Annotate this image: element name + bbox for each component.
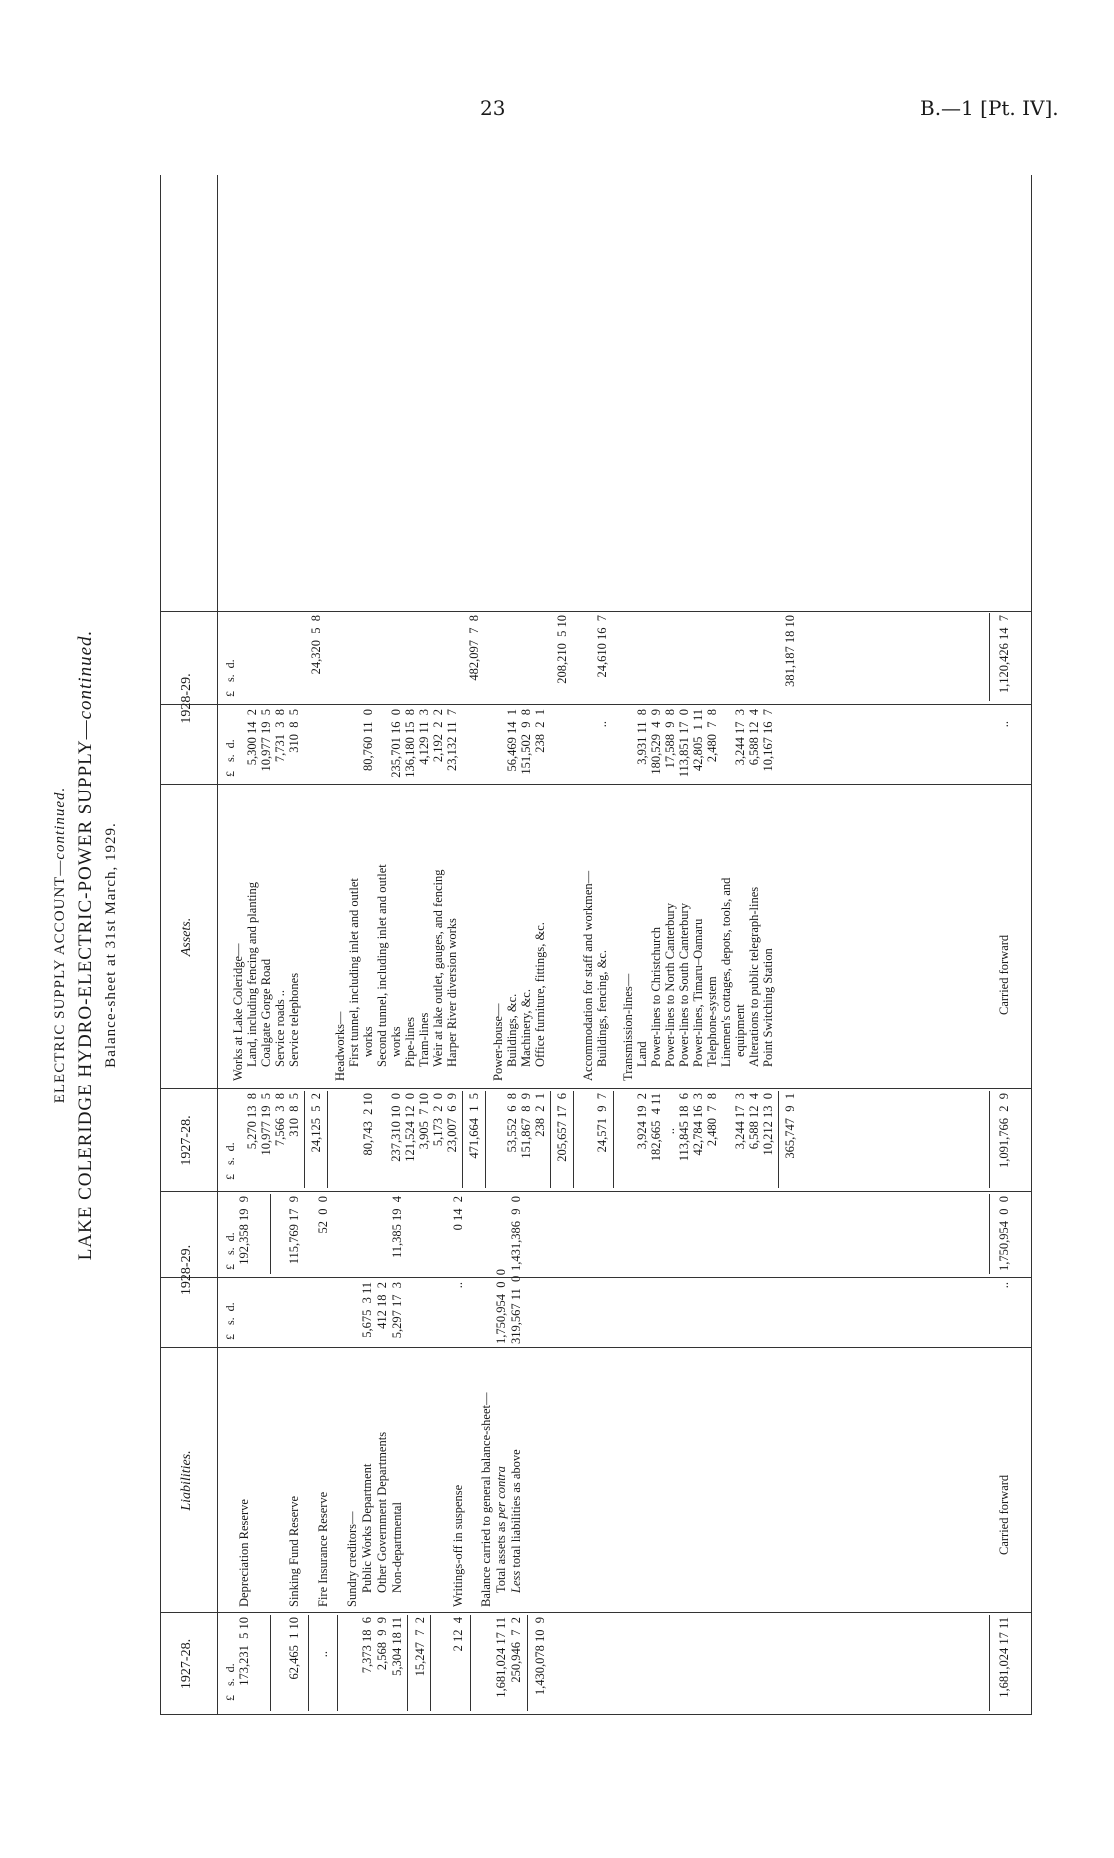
asset-label: works — [361, 1026, 375, 1057]
liab-inner-value: 412 18 2 — [375, 1282, 389, 1329]
liab-label: Public Works Department — [360, 1463, 374, 1593]
liab-prev-value: 1,681,024 17 11 — [494, 1617, 508, 1698]
unit-label: £ s. d. — [223, 1142, 237, 1180]
asset-prev-value: 5,173 2 0 — [431, 1093, 445, 1147]
asset-inner-value: 235,701 16 0 — [389, 709, 403, 778]
asset-inner-value: 3,931 11 8 — [635, 709, 649, 765]
liab-inner-value: 319,567 11 0 — [509, 1275, 523, 1344]
unit-label: £ s. d. — [223, 659, 237, 697]
asset-inner-value: 136,180 15 8 — [403, 709, 417, 778]
liab-prev-value: 62,465 1 10 — [287, 1617, 301, 1680]
asset-prev-value: 42,784 16 3 — [691, 1093, 705, 1156]
asset-label: Power-lines to Christchurch — [649, 926, 663, 1067]
asset-prev-value: 310 8 5 — [287, 1093, 301, 1137]
asset-prev-value: 113,845 18 6 — [677, 1093, 691, 1162]
asset-inner-value: 17,588 9 8 — [663, 709, 677, 769]
asset-prev-subtotal: 365,747 9 1 — [783, 1093, 797, 1159]
asset-prev-subtotal: 24,125 5 2 — [309, 1093, 323, 1153]
liab-label: Balance carried to general balance-sheet— — [479, 1392, 493, 1607]
title-line-3: Balance-sheet at 31st March, 1929. — [103, 822, 119, 1068]
asset-inner-value: 42,805 1 11 — [691, 709, 705, 772]
asset-label: Power-lines to North Canterbury — [663, 903, 677, 1067]
asset-inner-value: 10,977 19 5 — [259, 709, 273, 772]
asset-prev-value: 2,480 7 8 — [705, 1093, 719, 1147]
asset-prev-value: 80,743 2 10 — [361, 1093, 375, 1156]
ledger-table — [160, 175, 1032, 1715]
liab-label: Depreciation Reserve — [237, 1499, 251, 1607]
liab-value: 11,385 19 4 — [390, 1196, 404, 1259]
liab-inner-value: 5,297 17 3 — [390, 1282, 404, 1339]
asset-prev-value: 121,524 12 0 — [403, 1093, 417, 1162]
header-asset-prev: 1927-28. — [179, 1115, 194, 1166]
asset-label: Service roads .. — [273, 989, 287, 1067]
liab-prev-value: 250,946 7 2 — [509, 1617, 523, 1683]
asset-label: Power-lines to South Canterbury — [677, 903, 691, 1067]
asset-prev-value: 237,310 10 0 — [389, 1093, 403, 1162]
asset-inner-value: 6,588 12 4 — [747, 709, 761, 766]
liab-label: Sundry creditors— — [345, 1511, 359, 1607]
asset-prev-value: 7,566 3 8 — [273, 1093, 287, 1147]
asset-label: works — [389, 1026, 403, 1057]
asset-prev-value: 5,270 13 8 — [245, 1093, 259, 1150]
liab-label: Sinking Fund Reserve — [287, 1495, 301, 1607]
header-liab-prev: 1927-28. — [179, 1638, 194, 1690]
asset-subtotal: 208,210 5 10 — [555, 615, 569, 684]
asset-prev-value: 10,977 19 5 — [259, 1093, 273, 1156]
liab-inner-value: .. — [451, 1282, 465, 1289]
liab-prev-value: 2 12 4 — [451, 1617, 465, 1652]
unit-label: £ s. d. — [223, 1232, 237, 1270]
asset-label: First tunnel, including inlet and outlet — [347, 878, 361, 1067]
asset-inner-value: 151,502 9 8 — [519, 709, 533, 775]
asset-prev-value: 3,924 19 2 — [635, 1093, 649, 1150]
liab-value: 192,358 19 9 — [237, 1196, 251, 1265]
asset-prev-value: 3,244 17 3 — [733, 1093, 747, 1150]
page-reference: B.—1 [Pt. IV]. — [920, 96, 1059, 120]
asset-label: equipment — [733, 1004, 747, 1057]
asset-label: Works at Lake Coleridge— — [231, 943, 245, 1081]
asset-label: Second tunnel, including inlet and outlet — [375, 864, 389, 1067]
liab-prev-value: 7,373 18 6 — [360, 1617, 374, 1674]
asset-label: Weir at lake outlet, gauges, and fencing — [431, 869, 445, 1067]
asset-inner-value: 310 8 5 — [287, 709, 301, 753]
asset-label: Coalgate Gorge Road — [259, 958, 273, 1067]
asset-inner-value: 23,132 11 7 — [445, 709, 459, 772]
asset-inner-value: 56,469 14 1 — [505, 709, 519, 772]
asset-prev-value: 6,588 12 4 — [747, 1093, 761, 1150]
asset-label: Power-house— — [491, 1003, 505, 1081]
header-asset-curr: 1928-29. — [179, 673, 194, 724]
asset-subtotal: 24,610 16 7 — [595, 615, 609, 678]
asset-label: Land — [635, 1041, 649, 1067]
balance-sheet — [50, 175, 1040, 1715]
asset-label: Buildings, fencing, &c. — [595, 950, 609, 1067]
liab-prev-subtotal: 1,430,078 10 9 — [533, 1617, 547, 1696]
asset-label: Office furniture, fittings, &c. — [533, 922, 547, 1067]
asset-prev-value: 151,867 8 9 — [519, 1093, 533, 1159]
asset-label: Power-lines, Timaru–Oamaru — [691, 918, 705, 1067]
liab-label: Fire Insurance Reserve — [316, 1491, 330, 1607]
asset-label: Transmission-lines— — [621, 973, 635, 1081]
asset-carried-label: Carried forward — [997, 934, 1011, 1015]
asset-prev-value: 10,212 13 0 — [761, 1093, 775, 1156]
asset-label: Accommodation for staff and workmen— — [581, 870, 595, 1081]
liab-label: Total assets as per contra — [494, 1466, 508, 1593]
asset-label: Machinery, &c. — [519, 989, 533, 1067]
asset-carried-curr: 1,120,426 14 7 — [997, 615, 1011, 694]
liab-value: 1,431,386 9 0 — [509, 1196, 523, 1271]
asset-label: Land, including fencing and planting — [245, 881, 259, 1067]
asset-subtotal: 24,320 5 8 — [309, 615, 323, 675]
page-number: 23 — [480, 96, 506, 120]
liab-prev-subtotal: 15,247 7 2 — [413, 1617, 427, 1677]
asset-inner-value: 113,851 17 0 — [677, 709, 691, 778]
asset-prev-value: 24,571 9 7 — [595, 1093, 609, 1153]
liab-value: 115,769 17 9 — [287, 1196, 301, 1265]
unit-label: £ s. d. — [223, 739, 237, 777]
header-liabilities: Liabilities. — [179, 1450, 194, 1511]
title-block — [50, 175, 150, 1715]
asset-prev-value: 53,552 6 8 — [505, 1093, 519, 1153]
asset-label: Tram-lines — [417, 1012, 431, 1067]
liab-inner-value: 5,675 3 11 — [360, 1282, 374, 1338]
liab-prev-value: 5,304 18 11 — [390, 1617, 404, 1676]
asset-inner-value: 2,192 2 2 — [431, 709, 445, 763]
asset-inner-value: 238 2 1 — [533, 709, 547, 753]
liab-prev-value: 173,231 5 10 — [237, 1617, 251, 1686]
liab-label: Writings-off in suspense — [451, 1484, 465, 1607]
unit-label: £ s. d. — [223, 1663, 237, 1701]
liab-label: Non-departmental — [390, 1502, 404, 1593]
asset-label: Headworks— — [333, 1011, 347, 1081]
liab-carried-label: Carried forward — [997, 1474, 1011, 1555]
liab-carried-inner: .. — [997, 1282, 1011, 1289]
asset-inner-value: 3,244 17 3 — [733, 709, 747, 766]
asset-inner-value: .. — [595, 721, 609, 728]
asset-inner-value: 80,760 11 0 — [361, 709, 375, 772]
asset-subtotal: 381,187 18 10 — [783, 615, 797, 687]
asset-prev-value: 23,007 6 9 — [445, 1093, 459, 1153]
liab-label: Less total liabilities as above — [509, 1449, 523, 1593]
asset-prev-value: 3,905 7 10 — [417, 1093, 431, 1150]
asset-inner-value: 7,731 3 8 — [273, 709, 287, 763]
liab-prev-value: .. — [316, 1651, 330, 1658]
asset-inner-value: 4,129 11 3 — [417, 709, 431, 765]
asset-carried-prev: 1,091,766 2 9 — [997, 1093, 1011, 1168]
liab-label: Other Government Departments — [375, 1431, 389, 1593]
asset-label: Service telephones — [287, 972, 301, 1067]
asset-prev-subtotal: 471,664 1 5 — [467, 1093, 481, 1159]
asset-inner-value: 180,529 4 9 — [649, 709, 663, 775]
asset-label: Harper River diversion works — [445, 918, 459, 1067]
asset-prev-value: 182,665 4 11 — [649, 1093, 663, 1162]
asset-carried-inner: .. — [997, 721, 1011, 728]
title-line-1: ELECTRIC SUPPLY ACCOUNT—continued. — [52, 786, 68, 1104]
asset-prev-value: 238 2 1 — [533, 1093, 547, 1137]
liab-carried-curr: 1,750,954 0 0 — [997, 1196, 1011, 1271]
liab-value: 52 0 0 — [316, 1196, 330, 1234]
asset-label: Linemen's cottages, depots, tools, and — [719, 877, 733, 1067]
asset-inner-value: 10,167 16 7 — [761, 709, 775, 772]
asset-inner-value: 2,480 7 8 — [705, 709, 719, 763]
liab-inner-value: 1,750,954 0 0 — [494, 1269, 508, 1344]
asset-subtotal: 482,097 7 8 — [467, 615, 481, 681]
title-line-2: LAKE COLERIDGE HYDRO-ELECTRIC-POWER SUPPLY—continued. — [75, 629, 96, 1261]
header-assets: Assets. — [179, 917, 194, 957]
asset-prev-value: .. — [663, 1128, 677, 1135]
asset-prev-subtotal: 205,657 17 6 — [555, 1093, 569, 1162]
unit-label: £ s. d. — [223, 1302, 237, 1340]
asset-label: Alterations to public telegraph-lines — [747, 886, 761, 1067]
liab-value: 0 14 2 — [451, 1196, 465, 1231]
asset-label: Point Switching Station — [761, 948, 775, 1067]
liab-prev-value: 2,568 9 9 — [375, 1617, 389, 1671]
asset-inner-value: 5,300 14 2 — [245, 709, 259, 766]
asset-label: Pipe-lines — [403, 1017, 417, 1067]
asset-label: Telephone-system — [705, 976, 719, 1067]
asset-label: Buildings, &c. — [505, 993, 519, 1067]
liab-carried-prev: 1,681,024 17 11 — [997, 1617, 1011, 1698]
header-liab-curr: 1928-29. — [179, 1244, 194, 1296]
